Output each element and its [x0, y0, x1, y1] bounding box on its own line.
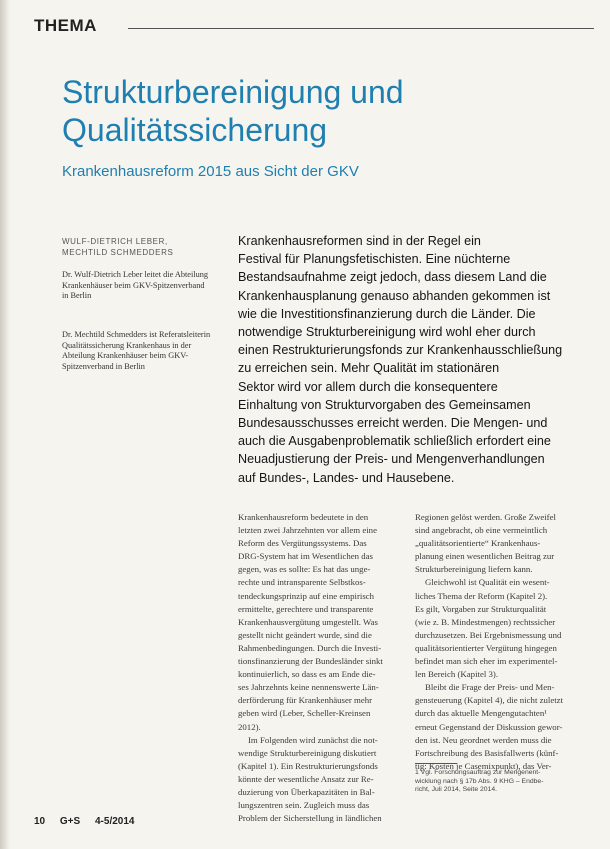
- body-line: Rahmenbedingungen. Durch die Investi-: [238, 642, 382, 653]
- article-subtitle: Krankenhausreform 2015 aus Sicht der GKV: [62, 163, 359, 180]
- magazine-name: G+S: [59, 816, 81, 827]
- body-line: tionsfinanzierung der Bundesländer sinkt: [238, 656, 383, 667]
- body-line: liches Thema der Reform (Kapitel 2).: [415, 590, 548, 601]
- body-line: Strukturbereinigung liefern kann.: [415, 564, 533, 575]
- author-name-1: WULF-DIETRICH LEBER,: [62, 237, 168, 246]
- title-line-2: Qualitätssicherung: [62, 112, 328, 148]
- lead-line: Krankenhausplanung genauso abhanden gekommen ist: [238, 288, 551, 303]
- footnote-line: wicklung nach § 17b Abs. 9 KHG – Endbe-: [415, 777, 544, 785]
- body-line: 2012).: [238, 721, 261, 732]
- body-column-left: [238, 511, 416, 825]
- body-line: tendeckungsprinzip auf eine empirisch: [238, 590, 375, 601]
- body-column-right: [415, 511, 591, 773]
- lead-line: auch die Ausgabenproblematik schließlich erfordert eine: [238, 434, 551, 449]
- body-line: derförderung für Krankenhäuser mehr: [238, 695, 373, 706]
- body-line: lungszentren sein. Zugleich muss das: [238, 800, 370, 811]
- body-line: gestellt nicht geändert wurde, sind die: [238, 629, 372, 640]
- body-line: erneut Gegenstand der Diskussion gewor-: [415, 721, 563, 732]
- page-edge-shadow: [0, 0, 10, 849]
- article-title: [62, 73, 542, 149]
- body-line: durchzusetzen. Bei Ergebnismessung und: [415, 629, 562, 640]
- body-line: rechte und intransparente Selbstkos-: [238, 577, 366, 588]
- body-line: könnte der wesentliche Ansatz zur Re-: [238, 773, 374, 784]
- body-line: Gleichwohl ist Qualität ein wesent-: [425, 577, 550, 588]
- author-bio-1: Dr. Wulf-Dietrich Leber leitet die Abteilung Krankenhäuser beim GKV-Spitzenverband in Berlin: [62, 270, 209, 301]
- body-line: Krankenhausvergütung umgestellt. Was: [238, 616, 378, 627]
- body-line: Problem der Sicherstellung in ländlichen: [238, 813, 382, 824]
- body-line: Im Folgenden wird zunächst die not-: [248, 734, 378, 745]
- footnote-rule: [415, 763, 457, 764]
- body-line: wendige Strukturbereinigung diskutiert: [238, 747, 377, 758]
- body-line: (wie z. B. Mindestmengen) rechtssicher: [415, 616, 556, 627]
- footnote: [415, 769, 591, 795]
- footnote-line: richt, Juli 2014, Seite 2014.: [415, 786, 497, 794]
- body-line: kontinuierlich, so dass es am Ende die-: [238, 669, 376, 680]
- body-line: letzten zwei Jahrzehnten vor allem eine: [238, 525, 377, 536]
- body-line: befindet man sich eher im experimentel-: [415, 656, 558, 667]
- body-line: (Kapitel 1). Ein Restrukturierungsfonds: [238, 760, 378, 771]
- page-number: 10: [34, 816, 46, 827]
- body-line: duzierung von Überkapazitäten in Bal-: [238, 786, 375, 797]
- body-line: Fortschreibung des Basisfallwerts (künf-: [415, 747, 559, 758]
- lead-line: einen Restrukturierungsfonds zur Krankenhausschließung: [238, 343, 563, 358]
- body-line: Krankenhausreform bedeutete in den: [238, 512, 369, 522]
- body-line: Bleibt die Frage der Preis- und Men-: [425, 682, 555, 693]
- lead-line: Einhaltung von Strukturvorgaben des Gemeinsamen: [238, 397, 531, 412]
- body-line: gegen, was es sollte: Es hat das unge-: [238, 564, 371, 575]
- author-names: [62, 236, 212, 258]
- lead-line: Krankenhausreformen sind in der Regel ein: [238, 234, 481, 248]
- body-line: DRG-System hat im Wesentlichen das: [238, 551, 373, 562]
- lead-line: Bestandsaufnahme zeigt jedoch, dass diesem Land die: [238, 270, 547, 285]
- body-line: Regionen gelöst werden. Große Zweifel: [415, 512, 556, 522]
- lead-line: Festival für Planungsfetischisten. Eine nüchterne: [238, 252, 511, 267]
- lead-line: Neuadjustierung der Preis- und Mengenverhandlungen: [238, 452, 545, 467]
- lead-line: auf Bundes-, Landes- und Hausebene.: [238, 470, 455, 485]
- header-rule: [128, 28, 594, 29]
- author-name-2: MECHTILD SCHMEDDERS: [62, 248, 174, 257]
- issue-number: 4-5/2014: [94, 816, 135, 827]
- body-line: planung einen wesentlichen Beitrag zur: [415, 551, 555, 562]
- body-line: gensteuerung (Kapitel 4), die nicht zuletzt: [415, 695, 564, 706]
- footnote-line: 1 Vgl. Forschungsauftrag zur Mengenent-: [415, 769, 541, 776]
- section-tag: THEMA: [34, 16, 97, 35]
- lead-line: wie die Investitionsfinanzierung durch die Länder. Die: [238, 306, 536, 321]
- lead-line: notwendige Strukturbereinigung wird wohl eher durch: [238, 325, 536, 340]
- body-line: durch das aktuelle Mengengutachten¹: [415, 708, 547, 719]
- body-line: sind angebracht, ob eine vermeintlich: [415, 525, 548, 536]
- body-line: tig: Kosten je Casemixpunkt), das Ver-: [415, 760, 552, 771]
- body-line: geben wird (Leber, Scheller-Kreinsen: [238, 708, 371, 719]
- title-line-1: Strukturbereinigung und: [62, 74, 404, 110]
- body-line: ermittelte, gerechtere und transparente: [238, 603, 374, 614]
- lead-paragraph: [238, 232, 590, 487]
- lead-line: zu erreichen sein. Mehr Qualität im stationären: [238, 361, 500, 376]
- body-line: „qualitätsorientierte“ Krankenhaus-: [415, 538, 541, 549]
- page-footer: [34, 816, 146, 827]
- lead-line: Sektor wird vor allem durch die konsequentere: [238, 379, 498, 394]
- body-line: Es gilt, Vorgaben zur Strukturqualität: [415, 603, 547, 614]
- lead-line: Bundesausschusses erreicht werden. Die Mengen- und: [238, 416, 548, 431]
- body-line: Reform des Vergütungssystems. Das: [238, 538, 367, 549]
- body-line: ses Jahrzehnts keine nennenswerte Län-: [238, 682, 379, 693]
- body-line: len Bereich (Kapitel 3).: [415, 669, 499, 680]
- body-line: qualitätsorientierter Vergütung hingegen: [415, 642, 557, 653]
- author-bio-2: Dr. Mechtild Schmedders ist Referatsleiterin Qualitätssicherung Krankenhaus in der Abteilung Krankenhäuser beim GKV-Spitzenverband in Berlin: [62, 330, 211, 371]
- body-line: den ist. Neu geordnet werden muss die: [415, 734, 552, 745]
